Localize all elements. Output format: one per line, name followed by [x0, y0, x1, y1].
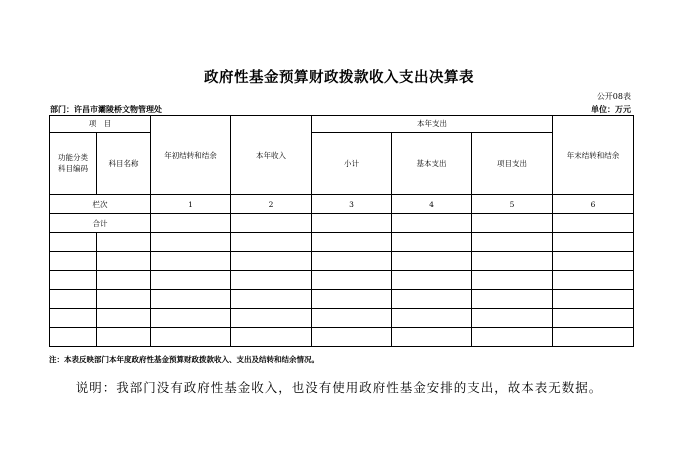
row-label-column-number: 栏次: [50, 195, 151, 214]
header-subject-name: 科目名称: [97, 132, 151, 194]
header-function-code-line1: 功能分类: [58, 153, 88, 163]
table-cell: [392, 214, 472, 233]
table-row: [50, 252, 634, 271]
header-project-expense: 项目支出: [472, 132, 553, 194]
header-closing-balance: 年末结转和结余: [553, 116, 634, 195]
column-number: 3: [312, 195, 392, 214]
explanation-text: 说明：我部门没有政府性基金收入，也没有使用政府性基金安排的支出，故本表无数据。: [75, 380, 603, 395]
header-function-code: [50, 132, 97, 194]
unit-label: 单位：万元: [591, 104, 631, 114]
header-current-expense: 本年支出: [312, 116, 553, 133]
table-row: [50, 309, 634, 328]
row-total-label: 合计: [50, 214, 151, 233]
column-number: 1: [151, 195, 231, 214]
department-label: 部门：许昌市灞陵桥文物管理处: [50, 104, 162, 114]
header-basic-expense: 基本支出: [392, 132, 472, 194]
header-function-code-line2: 科目编码: [58, 164, 88, 174]
header-subtotal: 小计: [312, 132, 392, 194]
table-cell: [231, 214, 312, 233]
table-cell: [312, 214, 392, 233]
table-cell: [553, 214, 634, 233]
table-note: 注：本表反映部门本年度政府性基金预算财政拨款收入、支出及结转和结余情况。: [49, 355, 319, 364]
header-item: 项 目: [50, 116, 151, 133]
table-cell: [472, 214, 553, 233]
table-row: [50, 290, 634, 309]
table-cell: [151, 214, 231, 233]
header-opening-balance: 年初结转和结余: [151, 116, 231, 195]
table-row: [50, 271, 634, 290]
table-row: [50, 327, 634, 346]
form-code: 公开08表: [596, 92, 631, 101]
column-number: 5: [472, 195, 553, 214]
header-current-income: 本年收入: [231, 116, 312, 195]
column-number: 2: [231, 195, 312, 214]
document-title: 政府性基金预算财政拨款收入支出决算表: [204, 69, 474, 86]
table-row: [50, 233, 634, 252]
column-number: 4: [392, 195, 472, 214]
budget-table: [49, 115, 634, 347]
column-number: 6: [553, 195, 634, 214]
